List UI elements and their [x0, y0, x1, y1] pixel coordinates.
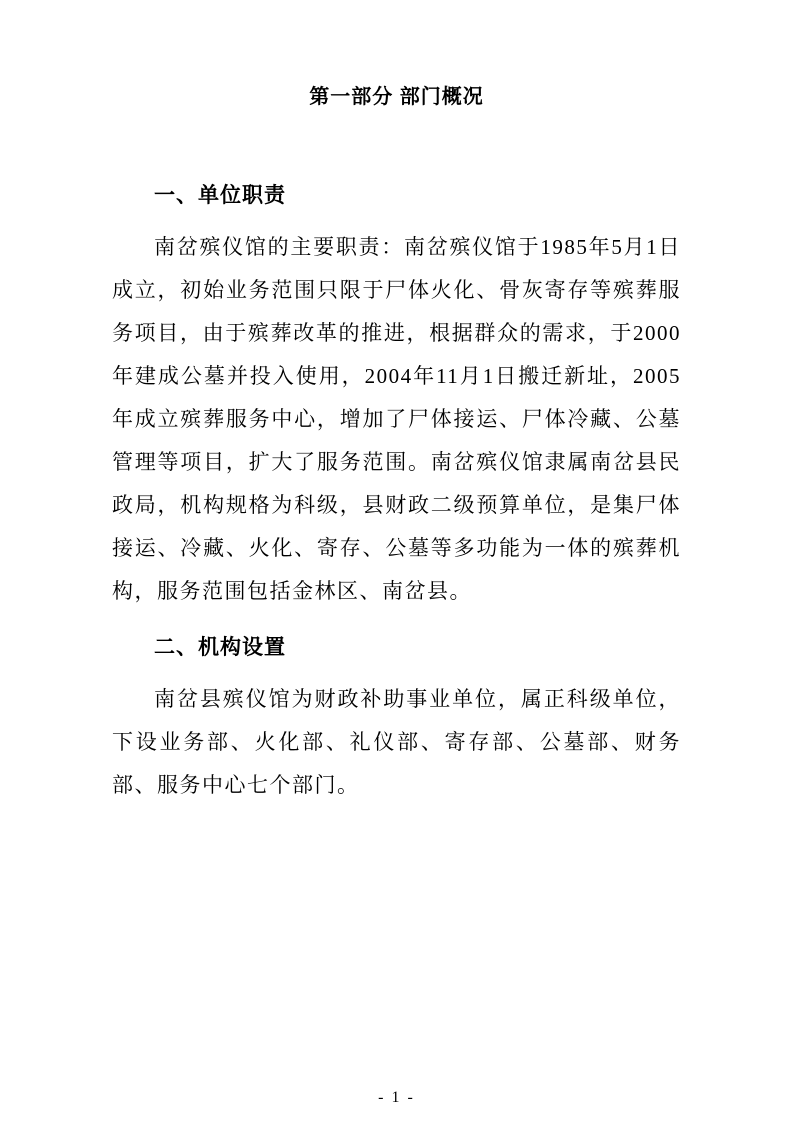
section-heading-org-structure: 二、机构设置 [154, 636, 286, 659]
paragraph-unit-duties: 南岔殡仪馆的主要职责：南岔殡仪馆于1985年5月1日成立，初始业务范围只限于尸体火化、骨灰寄存等殡葬服务项目，由于殡葬改革的推进，根据群众的需求，于2000年建成公墓并投入使用，2004年11月1日搬迁新址，2005年成立殡葬服务中心，增加了尸体接运、尸体冷藏、公墓管理等项目，扩大了服务范围。南岔殡仪馆隶属南岔县民政局，机构规格为科级，县财政二级预算单位，是集尸体接运、冷藏、火化、寄存、公墓等多功能为一体的殡葬机构，服务范围包括金林区、南岔县。 [112, 235, 681, 603]
page-number: - 1 - [378, 1089, 415, 1106]
paragraph-org-structure: 南岔县殡仪馆为财政补助事业单位，属正科级单位，下设业务部、火化部、礼仪部、寄存部、公墓部、财务部、服务中心七个部门。 [112, 687, 681, 797]
section-heading-unit-duties: 一、单位职责 [154, 184, 286, 207]
page-title: 第一部分 部门概况 [309, 86, 484, 108]
